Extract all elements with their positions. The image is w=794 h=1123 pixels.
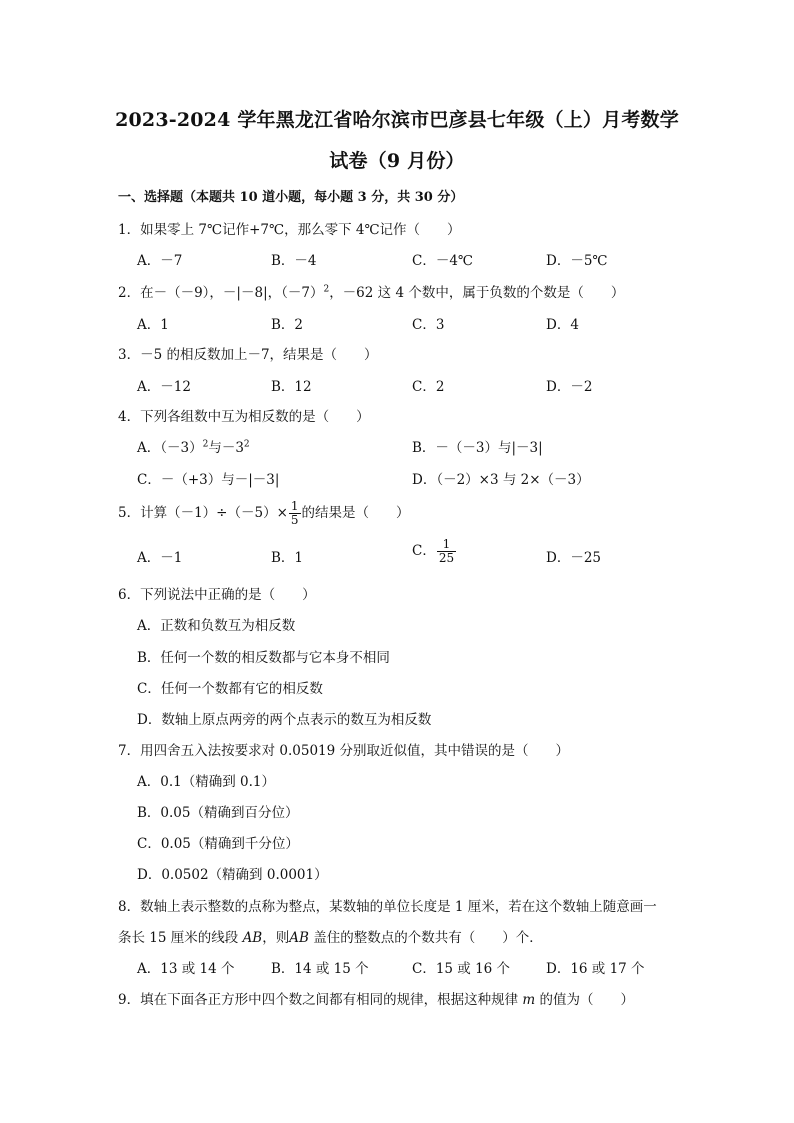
q4-option-a-exp2: 2 [243,439,250,450]
q1-option-a: A．－7 [137,253,183,269]
section-heading: 一、选择题（本题共 10 道小题，每小题 3 分，共 30 分） [118,190,464,205]
question-2 [118,281,624,301]
q4-option-b: B．－（－3）与|－3| [412,440,543,456]
q2-exponent: 2 [323,284,330,295]
q8-segment-ab: AB [242,930,263,946]
question-6: 6．下列说法中正确的是（ ） [118,587,316,603]
question-8-line1: 8．数轴上表示整数的点称为整点，某数轴的单位长度是 1 厘米，若在这个数轴上随意画一 [118,899,657,915]
q3-option-b: B．12 [271,379,312,395]
q2-option-b: B．2 [271,317,304,333]
q8-option-b: B．14 或 15 个 [271,961,369,977]
q6-option-c: C．任何一个数都有它的相反数 [137,681,323,697]
q5-option-b: B．1 [271,550,304,566]
q8-line2-part3: 盖住的整数点的个数共有（ ）个． [308,930,543,946]
q3-option-a: A．－12 [137,379,191,395]
q4-option-d: D．（－2）×3 与 2×（－3） [412,472,590,488]
q4-option-a-part2: 与－3 [208,440,244,456]
q8-line2-part1: 条长 15 厘米的线段 [118,930,243,946]
q9-stem-b: 的值为（ ） [535,992,634,1008]
question-9 [118,988,634,1008]
q1-option-d: D．－5℃ [546,253,608,269]
q2-option-a: A．1 [137,317,169,333]
q2-option-d: D．4 [546,317,579,333]
q4-option-a-part1: A．（－3） [137,440,203,456]
q4-option-c: C．－（+3）与－|－3| [137,472,280,488]
q5-option-d: D．－25 [546,550,602,566]
q3-option-d: D．－2 [546,379,593,395]
q2-option-c: C．3 [412,317,445,333]
page-title-line1: 2023-2024 学年黑龙江省哈尔滨市巴彦县七年级（上）月考数学 [115,109,679,131]
q8-option-a: A．13 或 14 个 [137,961,235,977]
q5-option-c-fraction [437,538,456,565]
page-title-line2: 试卷（9 月份） [329,150,465,172]
q9-variable-m: m [522,992,536,1008]
q6-option-d: D．数轴上原点两旁的两个点表示的数互为相反数 [137,712,432,728]
q5-option-a: A．－1 [137,550,183,566]
q8-segment-ab-2: AB [289,930,309,946]
question-3: 3．－5 的相反数加上－7，结果是（ ） [118,347,378,363]
q5-fraction-numerator: 1 [290,499,299,513]
q9-stem-a: 9．填在下面各正方形中四个数之间都有相同的规律，根据这种规律 [118,992,523,1008]
q2-stem-a: 2．在－（－9），－|－8|，（－7） [118,285,324,301]
q3-option-c: C．2 [412,379,445,395]
q8-line2-part2: ，则 [262,930,290,946]
q8-option-d: D．16 或 17 个 [546,961,645,977]
question-1: 1．如果零上 7℃记作+7℃，那么零下 4℃记作（ ） [118,222,461,238]
q5-fraction-denominator: 5 [290,513,299,527]
question-4: 4．下列各组数中互为相反数的是（ ） [118,409,370,425]
q5-option-c [412,538,457,565]
q5-option-c-numerator: 1 [437,538,456,552]
q7-option-c: C．0.05（精确到千分位） [137,836,299,852]
q6-option-a: A．正数和负数互为相反数 [137,618,296,634]
q7-option-d: D．0.0502（精确到 0.0001） [137,867,328,883]
q5-stem-a: 5．计算（－1）÷（－5）× [118,505,288,521]
q5-stem-b: 的结果是（ ） [301,505,410,521]
q7-option-b: B．0.05（精确到百分位） [137,805,299,821]
q5-option-c-label: C． [412,543,436,559]
question-7: 7．用四舍五入法按要求对 0.05019 分别取近似值，其中错误的是（ ） [118,743,569,759]
q1-option-c: C．－4℃ [412,253,474,269]
q4-option-a [137,436,250,456]
q8-option-c: C．15 或 16 个 [412,961,511,977]
q5-option-c-denominator: 25 [438,551,455,565]
q4-option-a-exp1: 2 [202,439,209,450]
q6-option-b: B．任何一个数的相反数都与它本身不相同 [137,650,390,666]
q7-option-a: A．0.1（精确到 0.1） [137,774,275,790]
question-5 [118,500,410,527]
q5-fraction [289,500,301,527]
q1-option-b: B．－4 [271,253,317,269]
q2-stem-b: ，－62 这 4 个数中，属于负数的个数是（ ） [329,285,625,301]
question-8-line2 [118,926,543,946]
